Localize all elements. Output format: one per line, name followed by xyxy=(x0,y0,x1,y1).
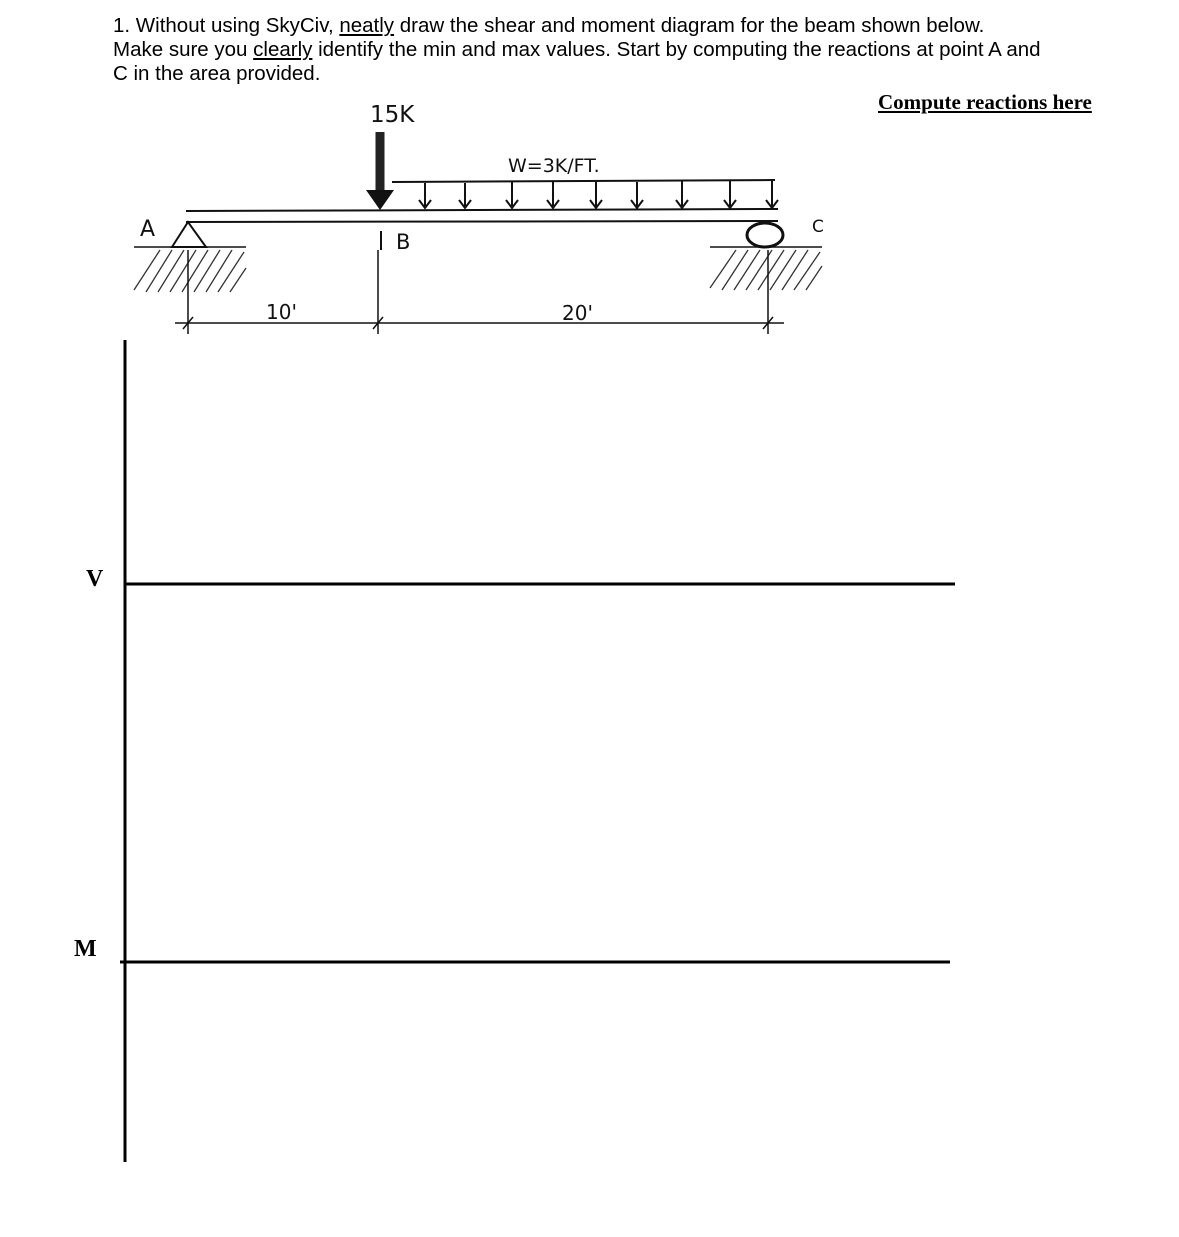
problem-line-2-prefix: Make sure you xyxy=(113,38,254,61)
problem-line-2-suffix: identify the min and max values. Start by computing the reactions at point A and xyxy=(312,38,1041,61)
support-a-label: A xyxy=(140,217,156,242)
problem-line-1-suffix: draw the shear and moment diagram for the beam shown below. xyxy=(394,14,985,37)
shear-axis-label: V xyxy=(86,566,104,592)
problem-line-1-prefix: 1. Without using SkyCiv, xyxy=(113,14,340,37)
support-c-label: C xyxy=(812,217,824,237)
compute-reactions-label: Compute reactions here xyxy=(878,90,1092,114)
span-bc-label: 20' xyxy=(562,301,593,325)
moment-axis-label: M xyxy=(74,936,97,962)
emphasis-clearly: clearly xyxy=(253,38,313,61)
emphasis-neatly: neatly xyxy=(339,14,395,37)
distributed-load-label: W=3K/FT. xyxy=(508,155,600,177)
problem-line-3: C in the area provided. xyxy=(113,62,321,85)
point-b-label: B xyxy=(396,230,411,254)
point-load-label: 15K xyxy=(370,102,415,128)
span-ab-label: 10' xyxy=(266,300,297,324)
